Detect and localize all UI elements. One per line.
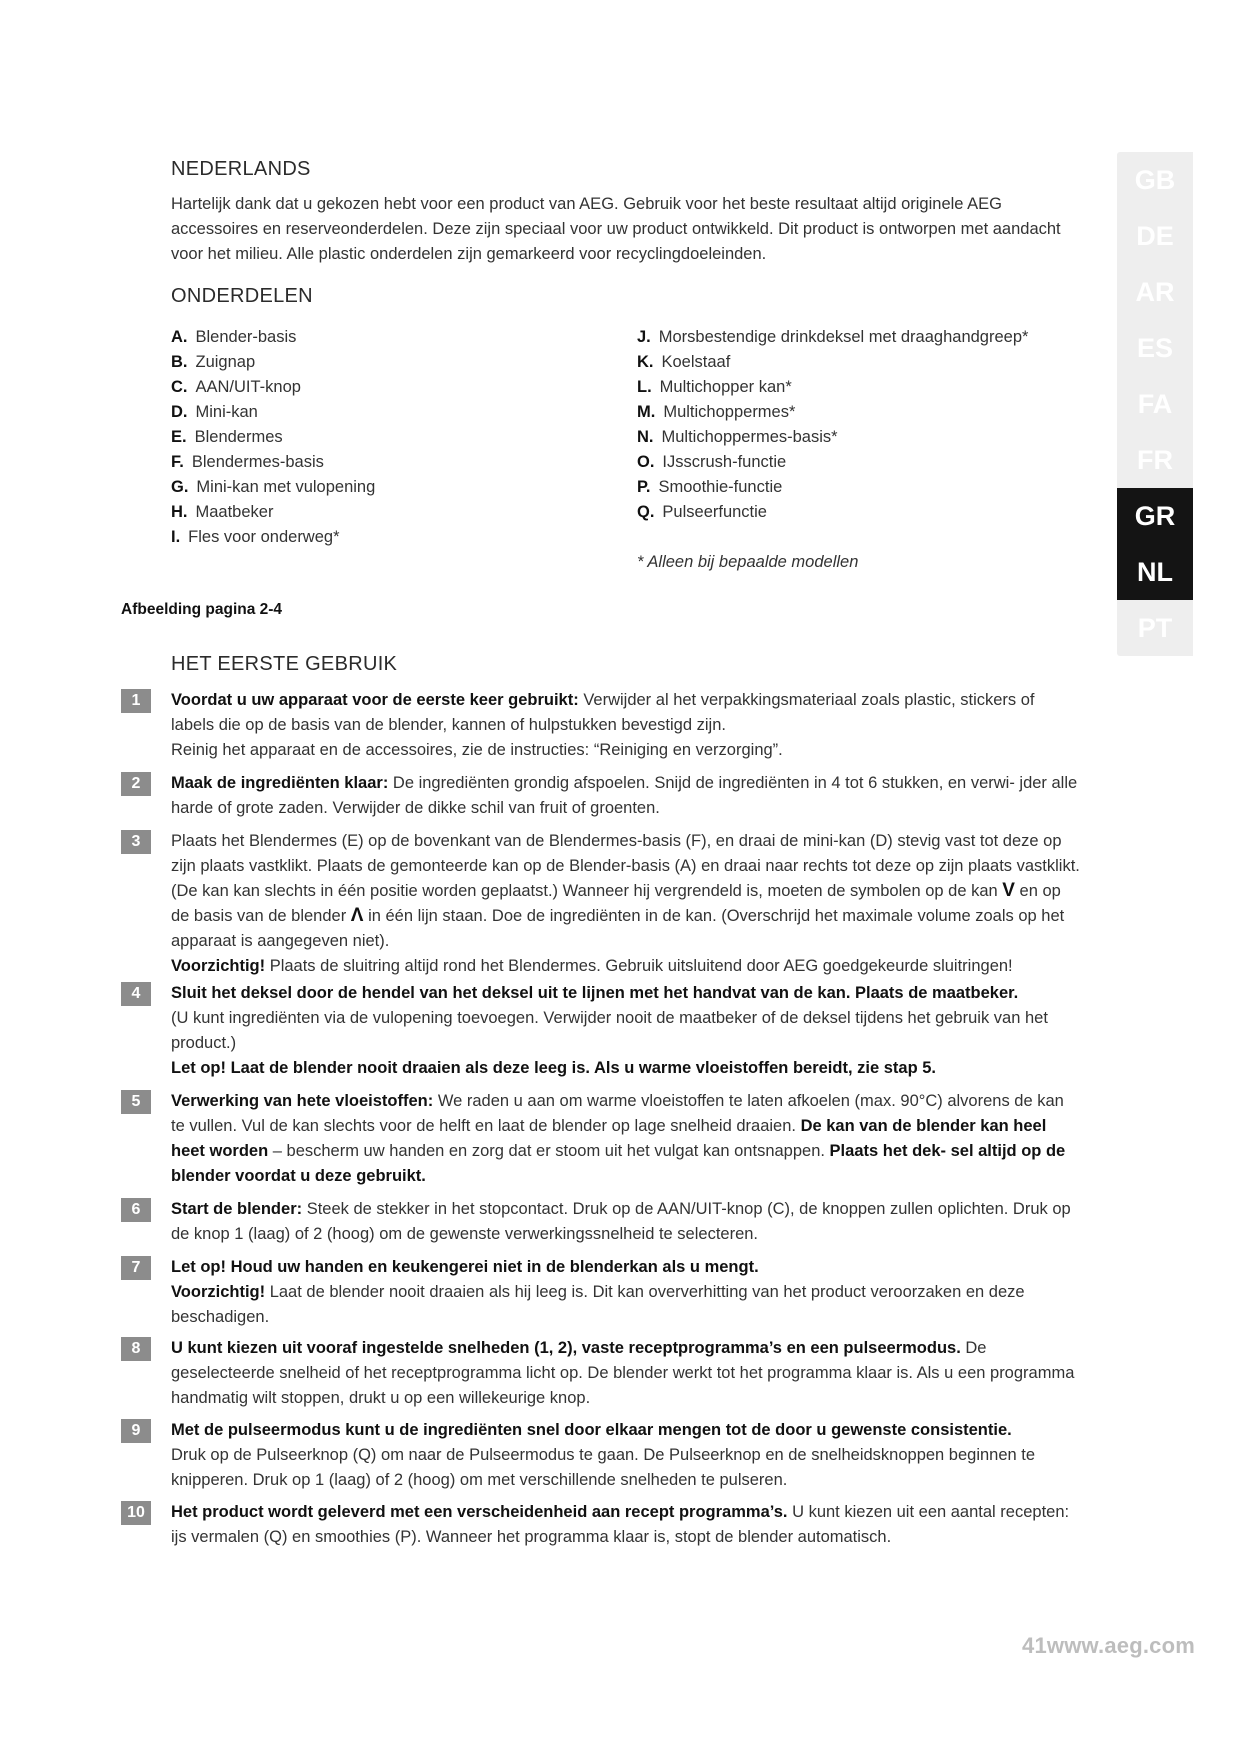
step-text: Maak de ingrediënten klaar: De ingrediënten grondig afspoelen. Snijd de ingrediënten in 4 tot 6 stukken, en verwi- jder alle harde of grote zaden. Verwijder de dikke schil van fruit of groenten. xyxy=(171,774,1078,817)
parts-list-left xyxy=(171,325,375,550)
list-item: F. Blendermes-basis xyxy=(171,453,324,471)
step-text: U kunt kiezen uit vooraf ingestelde snelheden (1, 2), vaste receptprogramma’s en een pulseermodus. De geselecteerde snelheid of het receptprogramma licht op. De blender werkt tot het programma klaar is. Als u een programma handmatig wilt stoppen, drukt u op een willekeurige knop. xyxy=(171,1339,1075,1407)
step-number-badge: 6 xyxy=(121,1198,151,1222)
list-item: K. Koelstaaf xyxy=(637,353,731,371)
list-item: Q. Pulseerfunctie xyxy=(637,503,767,521)
step-text: Sluit het deksel door de hendel van het deksel uit te lijnen met het handvat van de kan. Plaats de maatbeker. (U kunt ingrediënten via de vulopening toevoegen. Verwijder nooit de maatbeker of de deksel tijdens het gebruik van het product.) Let op! Laat de blender nooit draaien als deze leeg is. Als u warme vloeistoffen bereidt, zie stap 5. xyxy=(171,984,1048,1077)
tab-nl[interactable]: NL xyxy=(1117,544,1193,600)
parts-list-right xyxy=(637,325,1028,525)
list-item: P. Smoothie-functie xyxy=(637,478,783,496)
step-number-badge: 3 xyxy=(121,830,151,854)
tab-fr[interactable]: FR xyxy=(1137,445,1173,475)
step-text: Voordat u uw apparaat voor de eerste keer gebruikt: Verwijder al het verpakkingsmateriaal zoals plastic, stickers of labels die op de basis van de blender, kannen of hulpstukken bevestigd zijn. Reinig het apparaat en de accessoires, zie de instructies: “Reiniging en verzorging”. xyxy=(171,691,1035,759)
list-item: B. Zuignap xyxy=(171,353,256,371)
step-number-badge: 4 xyxy=(121,982,151,1006)
step-text: Start de blender: Steek de stekker in het stopcontact. Druk op de AAN/UIT-knop (C), de knoppen zullen oplichten. Druk op de knop 1 (laag) of 2 (hoog) om de gewenste verwerkingssnelheid te selecteren. xyxy=(171,1200,1071,1243)
list-item: E. Blendermes xyxy=(171,428,283,446)
step-text: Plaats het Blendermes (E) op de bovenkant van de Blendermes-basis (F), en draai de mini-kan (D) stevig vast tot deze op zijn plaats vastklikt. Plaats de gemonteerde kan op de Blender-basis (A) en draai naar rechts tot deze op zijn plaats vastklikt. (De kan kan slechts in één positie worden geplaatst.) Wanneer hij vergrendeld is, moeten de symbolen op de kan V en op de basis van de blender Λ in één lijn staan. Doe de ingrediënten in de kan. (Overschrijd het maximale volume zoals op het apparaat is aangegeven niet). Voorzichtig! Plaats de sluitring altijd rond het Blendermes. Gebruik uitsluitend door AEG goedgekeurde sluitringen! xyxy=(171,832,1080,975)
tab-fa[interactable]: FA xyxy=(1137,389,1173,419)
step-text: Verwerking van hete vloeistoffen: We raden u aan om warme vloeistoffen te laten afkoelen (max. 90°C) alvorens de kan te vullen. Vul de kan slechts voor de helft en laat de blender op lage snelheid draaien. De kan van de blender kan heel heet worden – bescherm uw handen en zorg dat er stoom uit het vulgat kan ontsnappen. Plaats het dek- sel altijd op de blender voordat u deze gebruikt. xyxy=(171,1092,1066,1185)
tab-ar[interactable]: AR xyxy=(1135,277,1175,307)
list-item: I. Fles voor onderweg* xyxy=(171,528,340,546)
list-item: C. AAN/UIT-knop xyxy=(171,378,301,396)
figure-reference: Afbeelding pagina 2-4 xyxy=(121,601,283,618)
page-title: NEDERLANDS xyxy=(171,158,311,180)
step-number-badge: 5 xyxy=(121,1090,151,1114)
step-number-badge: 1 xyxy=(121,689,151,713)
step-text: Met de pulseermodus kunt u de ingrediënten snel door elkaar mengen tot de door u gewenste consistentie. Druk op de Pulseerknop (Q) om naar de Pulseermodus te gaan. De Pulseerknop en de snelheidsknoppen beginnen te knipperen. Druk op 1 (laag) of 2 (hoog) om met verschillende snelheden te pulseren. xyxy=(171,1421,1036,1489)
list-item: L. Multichopper kan* xyxy=(637,378,792,396)
tab-es[interactable]: ES xyxy=(1136,333,1174,363)
step-number-badge: 8 xyxy=(121,1337,151,1361)
list-item: J. Morsbestendige drinkdeksel met draaghandgreep* xyxy=(637,328,1029,346)
step-text: Het product wordt geleverd met een verscheidenheid aan recept programma’s. U kunt kiezen uit een aantal recepten: ijs vermalen (Q) en smoothies (P). Wanneer het programma klaar is, stopt de blender automatisch. xyxy=(171,1503,1070,1546)
first-use-title: HET EERSTE GEBRUIK xyxy=(171,653,398,675)
tab-gr[interactable]: GR xyxy=(1117,488,1193,544)
footnote: * Alleen bij bepaalde modellen xyxy=(637,553,859,571)
language-tabs xyxy=(1117,152,1193,656)
list-item: H. Maatbeker xyxy=(171,503,274,521)
tab-de[interactable]: DE xyxy=(1136,221,1174,251)
intro-paragraph: Hartelijk dank dat u gekozen hebt voor een product van AEG. Gebruik voor het beste resultaat altijd originele AEG accessoires en reserveonderdelen. Deze zijn speciaal voor uw product ontwikkeld. Dit product is ontworpen met aandacht voor het milieu. Alle plastic onderdelen zijn gemarkeerd voor recyclingdoeleinden. xyxy=(171,195,1061,263)
step-number-badge: 7 xyxy=(121,1256,151,1280)
step-text: Let op! Houd uw handen en keukengerei niet in de blenderkan als u mengt. Voorzichtig! Laat de blender nooit draaien als hij leeg is. Dit kan oververhitting van het product veroorzaken en deze beschadigen. xyxy=(171,1258,1025,1326)
list-item: D. Mini-kan xyxy=(171,403,258,421)
tab-pt[interactable]: PT xyxy=(1137,613,1173,643)
chevron-up-icon: Λ xyxy=(350,905,364,926)
step-number-badge: 9 xyxy=(121,1419,151,1443)
page-footer: 41www.aeg.com xyxy=(1022,1633,1195,1658)
list-item: N. Multichoppermes-basis* xyxy=(637,428,838,446)
list-item: O. IJsscrush-functie xyxy=(637,453,787,471)
tab-gb[interactable]: GB xyxy=(1134,165,1176,195)
list-item: A. Blender-basis xyxy=(171,328,297,346)
step-number-badge: 10 xyxy=(121,1501,151,1525)
parts-title: ONDERDELEN xyxy=(171,285,313,307)
step-number-badge: 2 xyxy=(121,772,151,796)
list-item: M. Multichoppermes* xyxy=(637,403,796,421)
list-item: G. Mini-kan met vulopening xyxy=(171,478,376,496)
chevron-down-icon: V xyxy=(1002,880,1015,901)
